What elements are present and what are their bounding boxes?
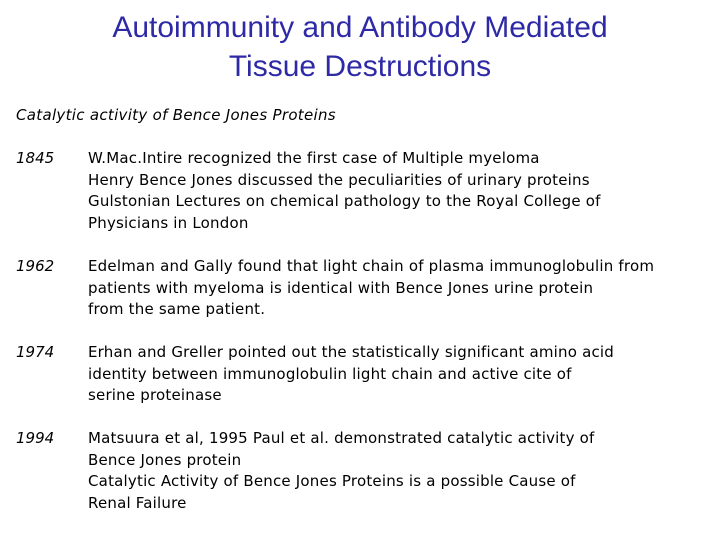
entry-year: 1994 <box>16 429 55 447</box>
slide-title <box>0 8 720 86</box>
entry-line: Renal Failure <box>88 493 187 512</box>
entry-line: Henry Bence Jones discussed the peculiarities of urinary proteins <box>88 170 590 189</box>
entry-line: from the same patient. <box>88 300 266 318</box>
slide-title-line-2: Tissue Destructions <box>228 50 492 83</box>
entry-text <box>88 428 708 514</box>
entry-text <box>88 148 708 234</box>
entry-text <box>88 342 708 407</box>
entry-year: 1845 <box>16 149 55 167</box>
entry-year: 1962 <box>16 257 55 275</box>
entry-line: serine proteinase <box>88 386 222 404</box>
slide-title-line-1: Autoimmunity and Antibody Mediated <box>112 11 608 44</box>
entry-line: Edelman and Gally found that light chain of plasma immunoglobulin from <box>88 257 655 275</box>
entry-year: 1974 <box>16 343 55 361</box>
entry-line: Matsuura et al, 1995 Paul et al. demonstrated catalytic activity of <box>88 429 595 447</box>
entry-line: patients with myeloma is identical with Bence Jones urine protein <box>88 278 594 297</box>
entry-line: Catalytic Activity of Bence Jones Proteins is a possible Cause of <box>88 472 576 490</box>
slide-subtitle: Catalytic activity of Bence Jones Proteins <box>16 106 336 124</box>
entry-text <box>88 256 708 321</box>
entry-line: W.Mac.Intire recognized the first case of Multiple myeloma <box>88 149 540 167</box>
entry-line: Gulstonian Lectures on chemical pathology to the Royal College of <box>88 192 601 210</box>
entry-line: Bence Jones protein <box>88 450 242 469</box>
entry-line: identity between immunoglobulin light chain and active cite of <box>88 364 572 383</box>
entry-line: Erhan and Greller pointed out the statistically significant amino acid <box>88 343 615 361</box>
entry-line: Physicians in London <box>88 213 249 232</box>
